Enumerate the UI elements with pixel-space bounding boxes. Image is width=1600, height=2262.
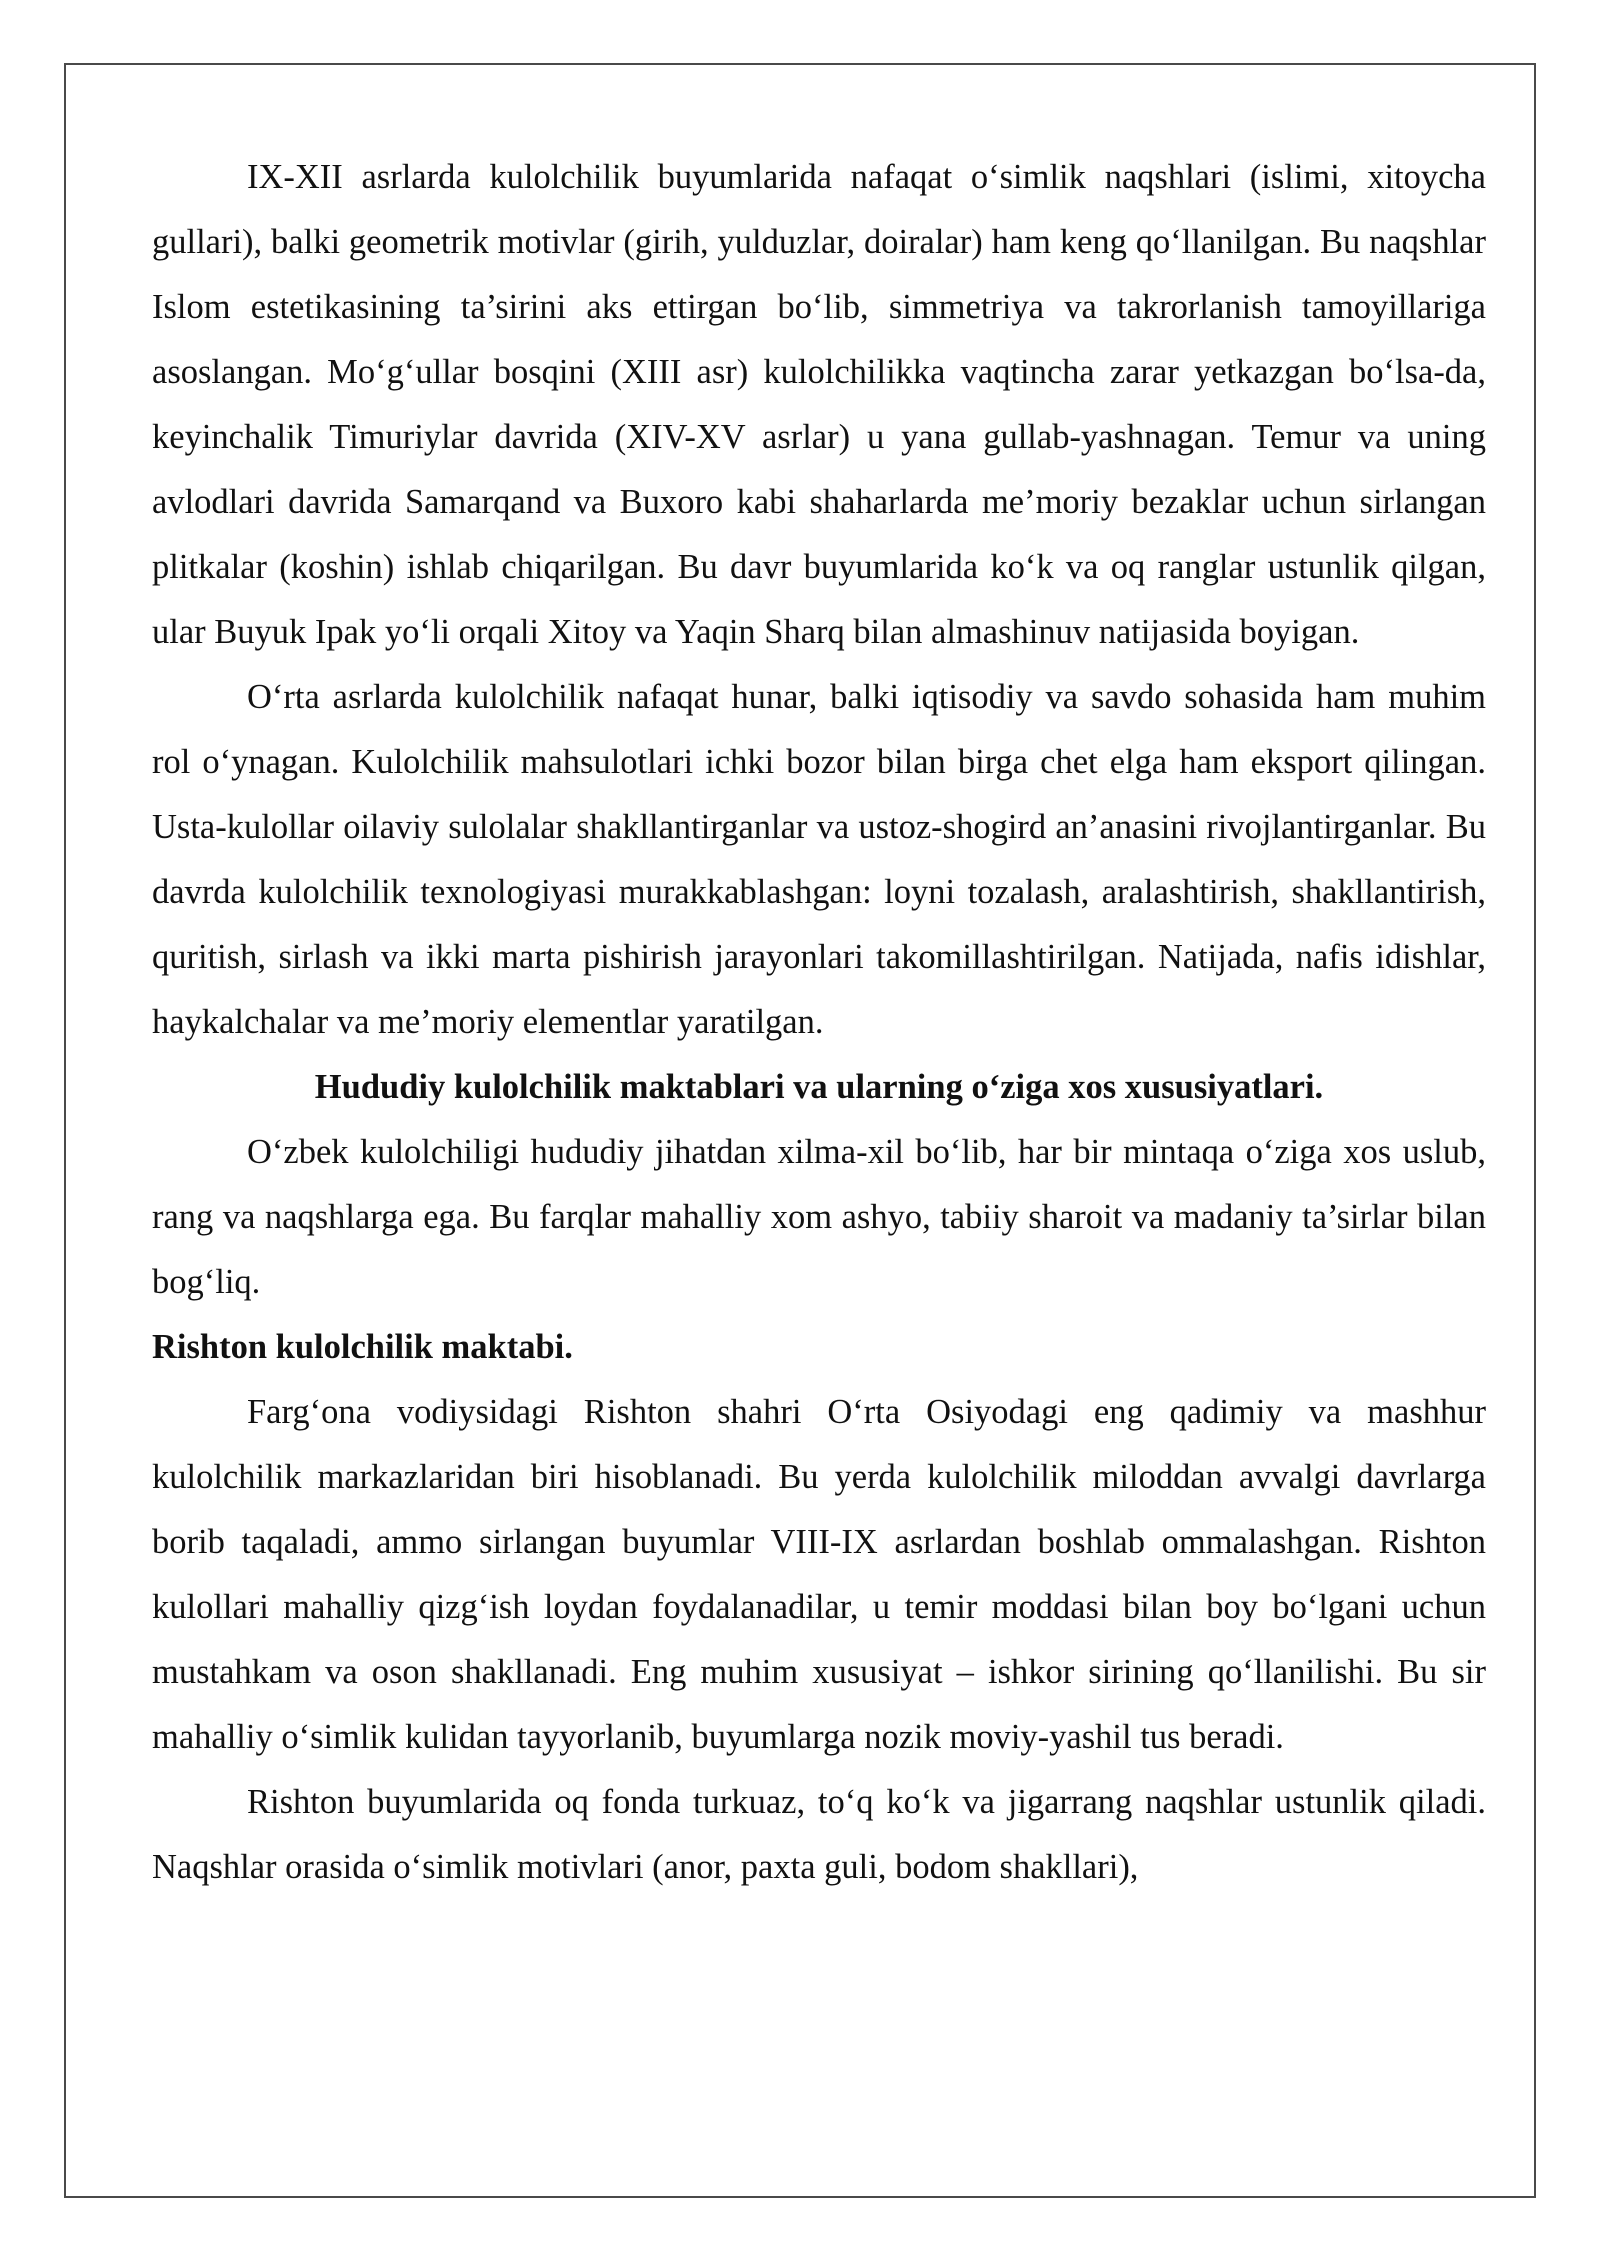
page-content xyxy=(152,145,1486,1900)
section-heading: Hududiy kulolchilik maktablari va ularning o‘ziga xos xususiyatlari. xyxy=(314,1068,1324,1106)
paragraph-regional-diversity: O‘zbek kulolchiligi hududiy jihatdan xilma-xil bo‘lib, har bir mintaqa o‘ziga xos uslub, rang va naqshlarga ega. Bu farqlar mahalliy xom ashyo, tabiiy sharoit va madaniy ta’sirlar bilan bog‘liq. xyxy=(152,1133,1486,1301)
subsection-heading: Rishton kulolchilik maktabi. xyxy=(152,1328,573,1366)
paragraph-medieval-economy: O‘rta asrlarda kulolchilik nafaqat hunar, balki iqtisodiy va savdo sohasida ham muhim rol o‘ynagan. Kulolchilik mahsulotlari ichki bozor bilan birga chet elga ham eksport qilingan. Usta-kulollar oilaviy sulolalar shakllantirganlar va ustoz-shogird an’anasini rivojlantirganlar. Bu davrda kulolchilik texnologiyasi murakkablashgan: loyni tozalash, aralashtirish, shakllantirish, quritish, sirlash va ikki marta pishirish jarayonlari takomillashtirilgan. Natijada, nafis idishlar, haykalchalar va me’moriy elementlar yaratilgan. xyxy=(152,678,1486,1041)
paragraph-ceramics-ornaments: IX-XII asrlarda kulolchilik buyumlarida nafaqat o‘simlik naqshlari (islimi, xitoycha gullari), balki geometrik motivlar (girih, yulduzlar, doiralar) ham keng qo‘llanilgan. Bu naqshlar Islom estetikasining ta’sirini aks ettirgan bo‘lib, simmetriya va takrorlanish tamoyillariga asoslangan. Mo‘g‘ullar bosqini (XIII asr) kulolchilikka vaqtincha zarar yetkazgan bo‘lsa-da, keyinchalik Timuriylar davrida (XIV-XV asrlar) u yana gullab-yashnagan. Temur va uning avlodlari davrida Samarqand va Buxoro kabi shaharlarda me’moriy bezaklar uchun sirlangan plitkalar (koshin) ishlab chiqarilgan. Bu davr buyumlarida ko‘k va oq ranglar ustunlik qilgan, ular Buyuk Ipak yo‘li orqali Xitoy va Yaqin Sharq bilan almashinuv natijasida boyigan. xyxy=(152,158,1486,651)
paragraph-rishton-patterns: Rishton buyumlarida oq fonda turkuaz, to‘q ko‘k va jigarrang naqshlar ustunlik qiladi. Naqshlar orasida o‘simlik motivlari (anor, paxta guli, bodom shakllari), xyxy=(152,1783,1486,1886)
paragraph-rishton-history: Farg‘ona vodiysidagi Rishton shahri O‘rta Osiyodagi eng qadimiy va mashhur kulolchilik markazlaridan biri hisoblanadi. Bu yerda kulolchilik miloddan avvalgi davrlarga borib taqaladi, ammo sirlangan buyumlar VIII-IX asrlardan boshlab ommalashgan. Rishton kulollari mahalliy qizg‘ish loydan foydalanadilar, u temir moddasi bilan boy bo‘lgani uchun mustahkam va oson shakllanadi. Eng muhim xususiyat – ishkor sirining qo‘llanilishi. Bu sir mahalliy o‘simlik kulidan tayyorlanib, buyumlarga nozik moviy-yashil tus beradi. xyxy=(152,1393,1486,1756)
